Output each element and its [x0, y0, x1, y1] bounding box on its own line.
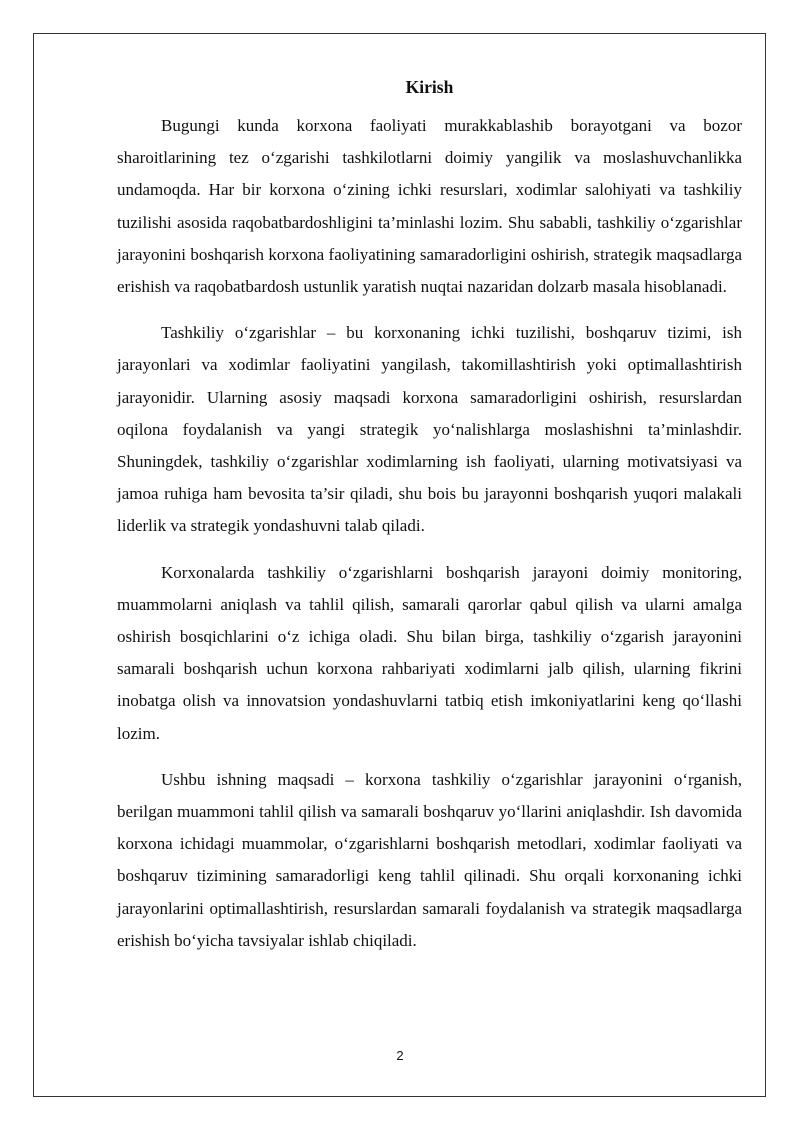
section-title: Kirish: [405, 77, 454, 97]
paragraph-2: Tashkiliy o‘zgarishlar – bu korxonaning ichki tuzilishi, boshqaruv tizimi, ish jarayonlari va xodimlar faoliyatini yangilash, takomillashtirish yoki optimallashtirish jarayonidir. Ularning asosiy maqsadi korxona samaradorligini oshirish, resurslardan oqilona foydalanish va yangi strategik yo‘nalishlarga moslashishni ta’minlashdir. Shuningdek, tashkiliy o‘zgarishlar xodimlarning ish faoliyati, ularning motivatsiyasi va jamoa ruhiga ham bevosita ta’sir qiladi, shu bois bu jarayonni boshqarish yuqori malakali liderlik va strategik yondashuvni talab qiladi.: [117, 323, 742, 536]
document-body: [117, 74, 742, 971]
paragraph-1: Bugungi kunda korxona faoliyati murakkablashib borayotgani va bozor sharoitlarining tez o‘zgarishi tashkilotlarni doimiy yangilik va moslashuvchanlikka undamoqda. Har bir korxona o‘zining ichki resurslari, xodimlar salohiyati va tashkiliy tuzilishi asosida raqobatbardoshligini ta’minlashi lozim. Shu sababli, tashkiliy o‘zgarishlar jarayonini boshqarish korxona faoliyatining samaradorligini oshirish, strategik maqsadlarga erishish va raqobatbardosh ustunlik yaratish nuqtai nazaridan dolzarb masala hisoblanadi.: [117, 116, 742, 297]
paragraph-4: Ushbu ishning maqsadi – korxona tashkiliy o‘zgarishlar jarayonini o‘rganish, berilgan muammoni tahlil qilish va samarali boshqaruv yo‘llarini aniqlashdir. Ish davomida korxona ichidagi muammolar, o‘zgarishlarni boshqarish metodlari, xodimlar faoliyati va boshqaruv tizimining samaradorligi keng tahlil qilinadi. Shu orqali korxonaning ichki jarayonlarini optimallashtirish, resurslardan samarali foydalanish va strategik maqsadlarga erishish bo‘yicha tavsiyalar ishlab chiqiladi.: [117, 769, 742, 950]
paragraph-3: Korxonalarda tashkiliy o‘zgarishlarni boshqarish jarayoni doimiy monitoring, muammolarni aniqlash va tahlil qilish, samarali qarorlar qabul qilish va ularni amalga oshirish bosqichlarini o‘z ichiga oladi. Shu bilan birga, tashkiliy o‘zgarish jarayonini samarali boshqarish uchun korxona rahbariyati xodimlarni jalb qilish, ularning fikrini inobatga olish va innovatsion yondashuvlarni tatbiq etish imkoniyatlarini keng qo‘llashi lozim.: [117, 562, 742, 743]
page-number: 2: [396, 1048, 404, 1063]
